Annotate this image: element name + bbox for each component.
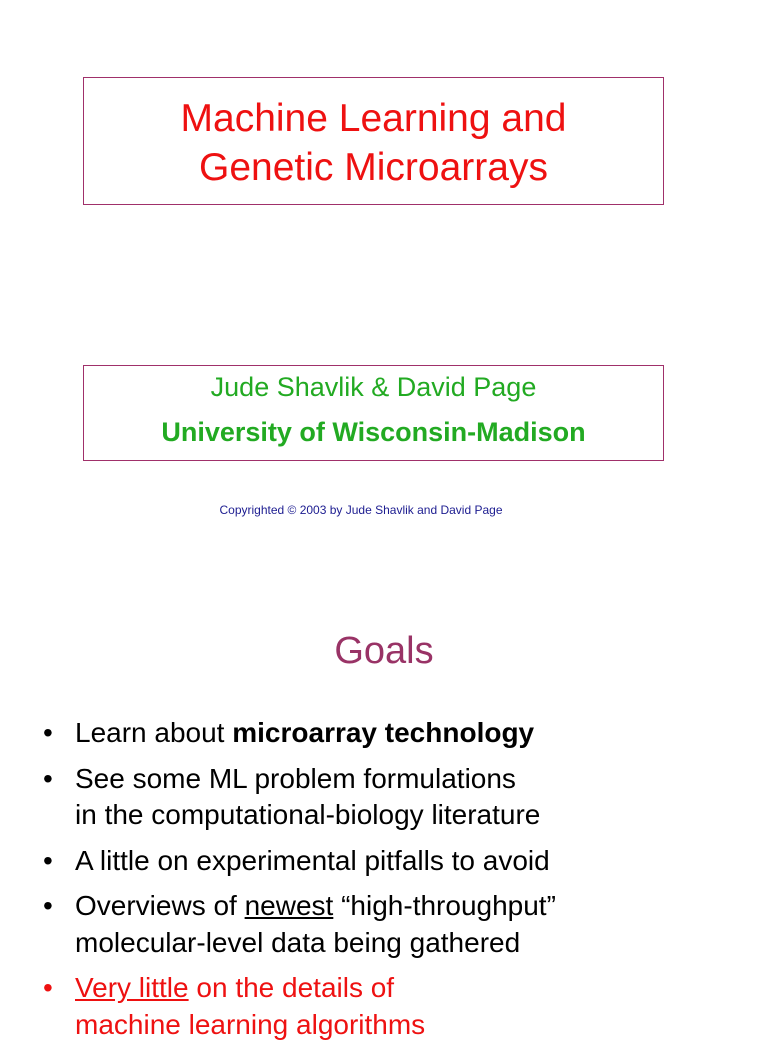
copyright-notice: Copyrighted © 2003 by Jude Shavlik and David Page [219,503,503,517]
list-item [43,715,763,752]
bullet-icon: • [43,762,53,794]
university-name: University of Wisconsin-Madison [161,417,586,447]
item-bold-text: microarray technology [232,717,535,748]
title-line-2: Genetic Microarrays [199,146,548,189]
list-item [43,888,763,961]
bullet-icon: • [43,717,53,748]
author-names: Jude Shavlik & David Page [210,372,537,402]
item-text-tail: on the details of [188,972,395,1003]
item-underlined-text: Very little [75,972,189,1003]
item-text-line-2: in the computational-biology literature [75,799,541,830]
item-text: Learn about [75,717,233,748]
list-item [43,970,763,1043]
bullet-icon: • [43,972,53,1003]
goals-heading: Goals [334,630,434,672]
list-item [43,843,763,880]
title-line-1: Machine Learning and [180,97,567,140]
bullet-icon: • [43,890,53,921]
bullet-icon: • [43,844,53,876]
item-text: A little on experimental pitfalls to avoid [75,844,550,876]
list-item [43,761,763,834]
goals-list [43,715,763,1052]
item-text: See some ML problem formulations [75,762,516,794]
item-text-line-2: molecular-level data being gathered [75,926,521,958]
item-text: Overviews of [75,890,245,921]
item-text-line-2: machine learning algorithms [75,1008,426,1040]
item-text-tail: “high-throughput” [333,890,556,921]
title-box [83,77,664,205]
item-underlined-text: newest [244,890,334,921]
author-box [83,365,664,461]
